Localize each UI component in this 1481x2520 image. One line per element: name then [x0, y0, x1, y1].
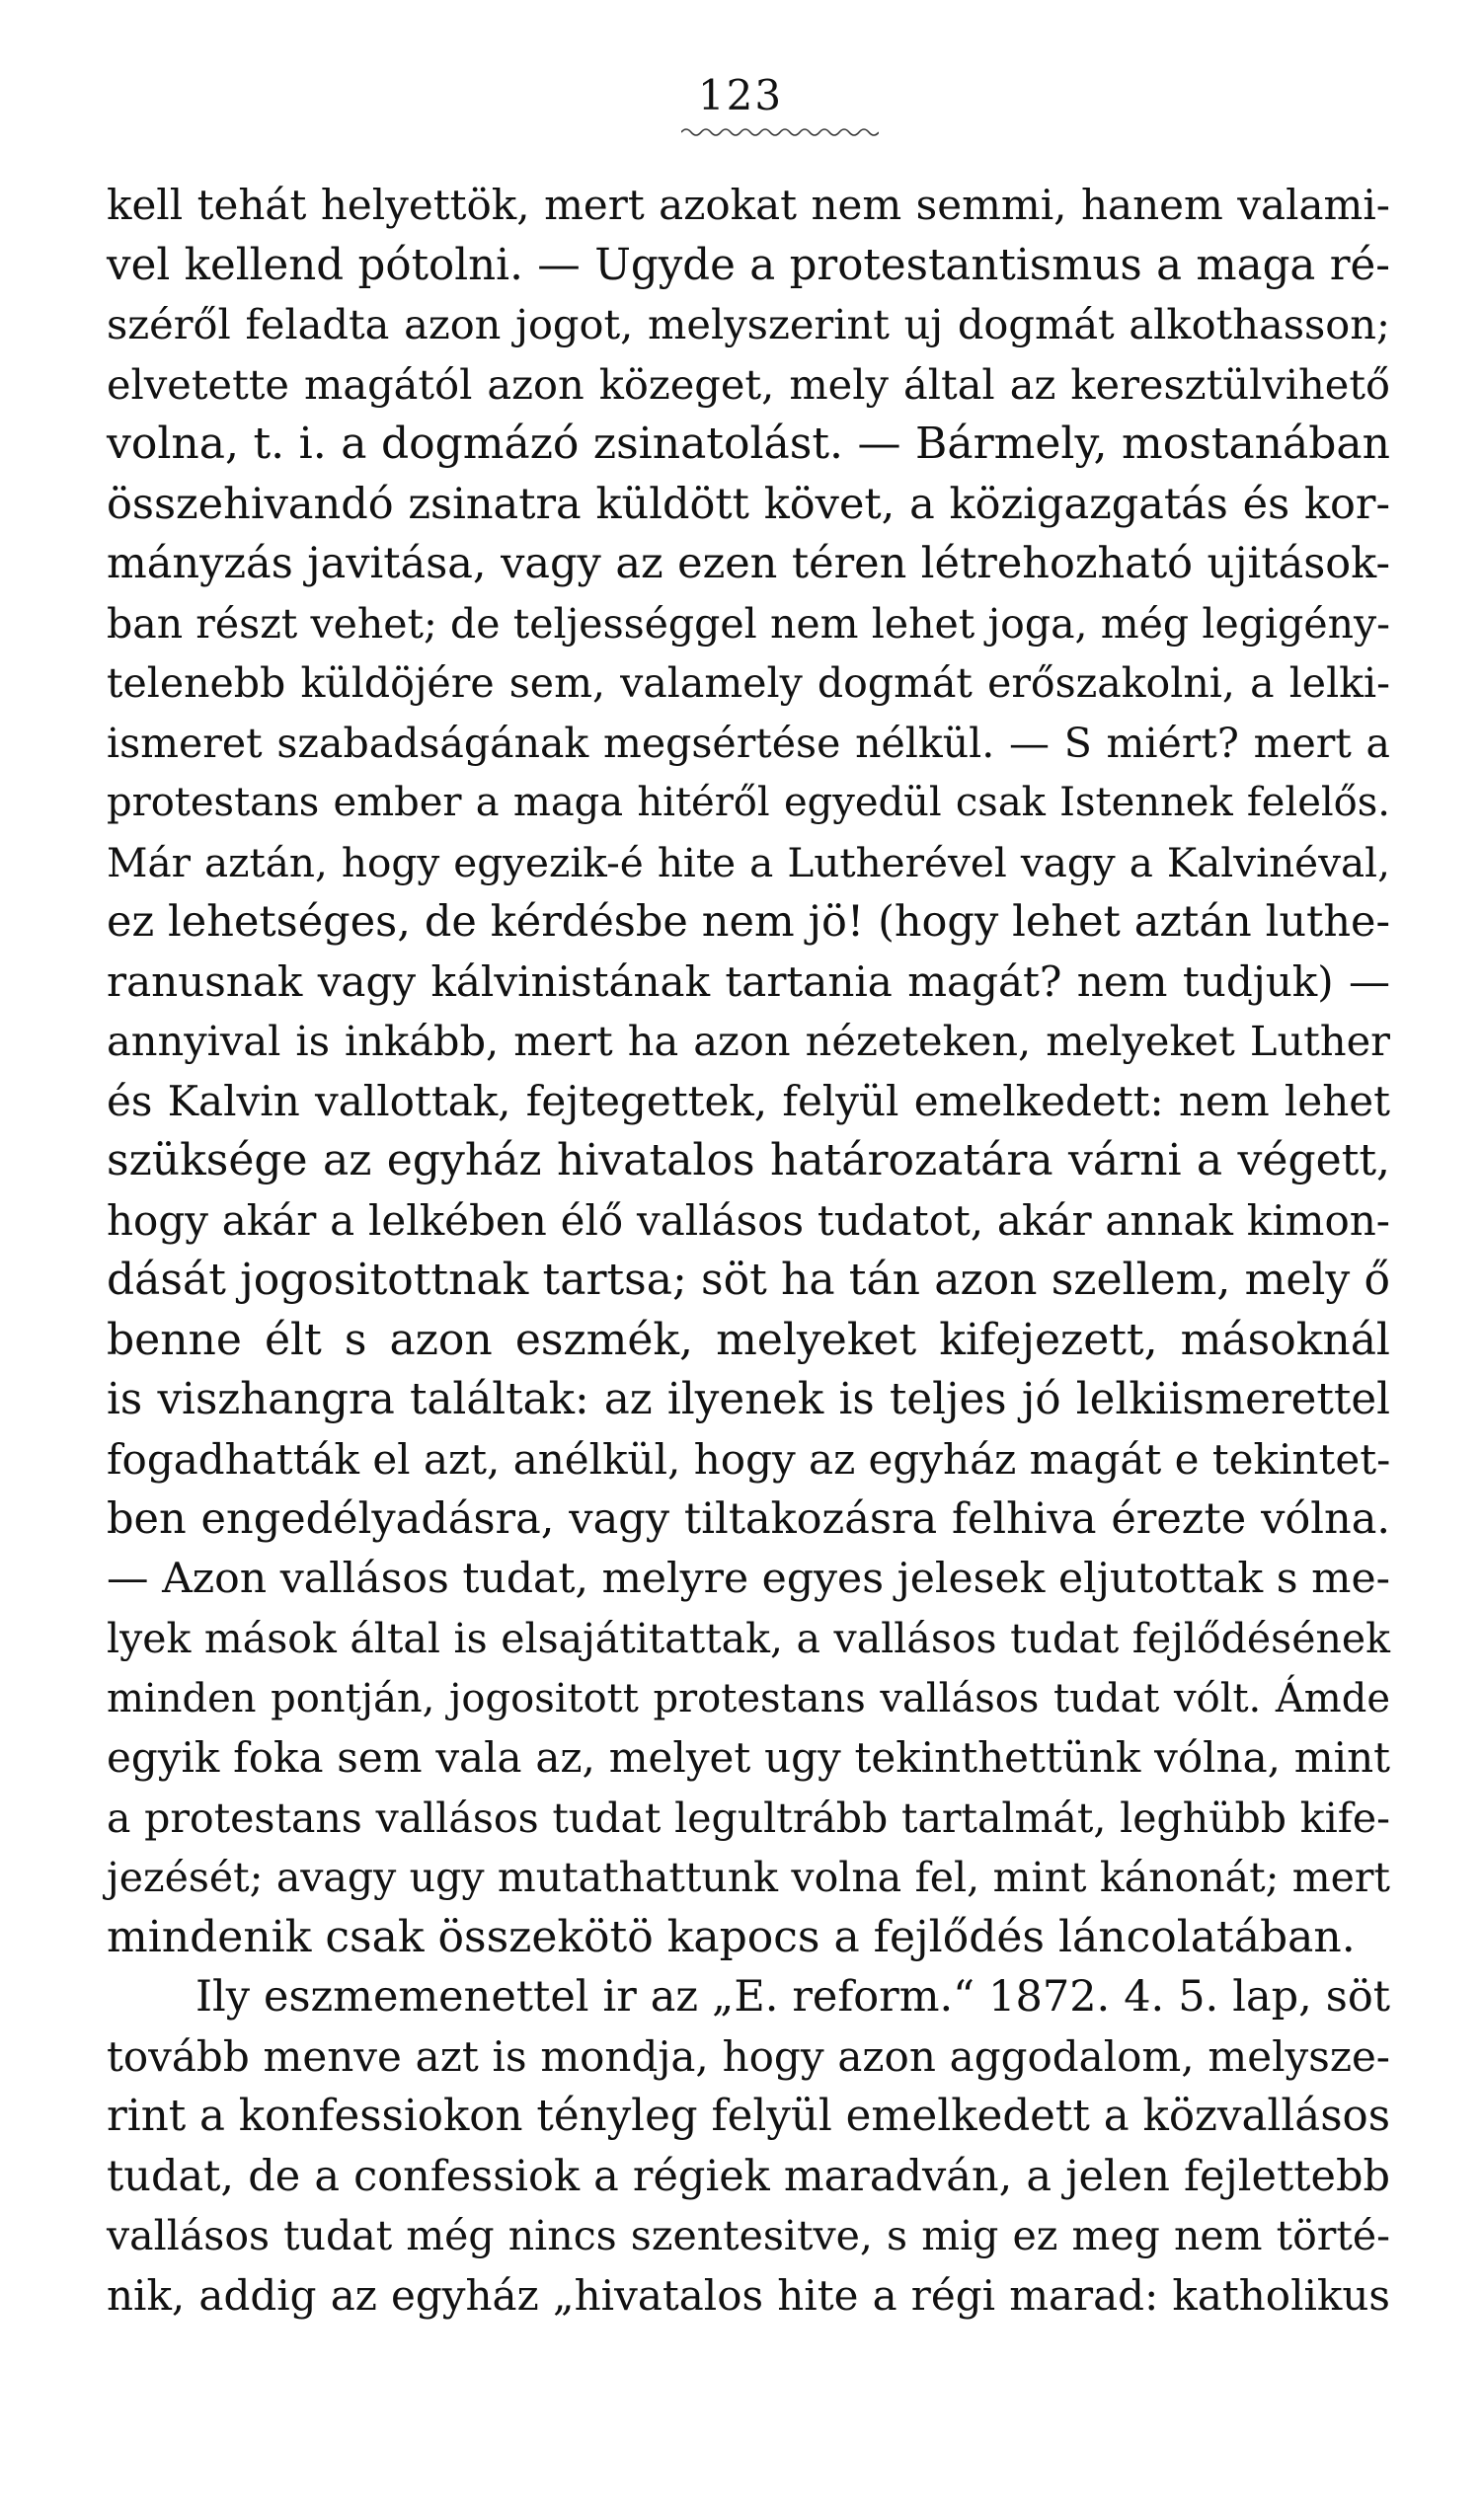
text-line: vallásos tudat még nincs szentesitve, s mig ez meg nem törté-: [107, 2212, 1390, 2259]
text-line: Ily eszmemenettel ir az „E. reform.“ 1872. 4. 5. lap, söt: [195, 1972, 1390, 2022]
text-line: a protestans vallásos tudat legultrább tartalmát, leghübb kife-: [107, 1794, 1390, 1842]
ornament-rule: [681, 126, 879, 138]
text-line: ben engedélyadásra, vagy tiltakozásra felhiva érezte vólna.: [107, 1494, 1390, 1544]
text-line: vel kellend pótolni. — Ugyde a protestantismus a maga ré-: [107, 240, 1390, 290]
text-line: ismeret szabadságának megsértése nélkül. — S miért? mert a: [107, 719, 1390, 767]
text-line: egyik foka sem vala az, melyet ugy tekinthettünk vólna, mint: [107, 1733, 1390, 1782]
text-line: szüksége az egyház hivatalos határozatára várni a végett,: [107, 1135, 1390, 1185]
text-line: összehivandó zsinatra küldött követ, a közigazgatás és kor-: [107, 479, 1390, 529]
text-line: kell tehát helyettök, mert azokat nem semmi, hanem valami-: [107, 181, 1390, 229]
text-line: is viszhangra találtak: az ilyenek is teljes jó lelkiismerettel: [107, 1375, 1390, 1424]
text-line: lyek mások által is elsajátitattak, a vallásos tudat fejlődésének: [107, 1615, 1390, 1662]
text-line: annyival is inkább, mert ha azon nézeteken, melyeket Luther: [107, 1017, 1390, 1065]
text-line: jezését; avagy ugy mutathattunk volna fel, mint kánonát; mert: [107, 1854, 1390, 1901]
text-line: nik, addig az egyház „hivatalos hite a régi marad: katholikus: [107, 2270, 1390, 2320]
text-line: elvetette magától azon közeget, mely által az keresztülvihető: [107, 359, 1390, 409]
body-text: [107, 176, 1390, 2326]
text-line: tovább menve azt is mondja, hogy azon aggodalom, melysze-: [107, 2031, 1390, 2081]
text-line: hogy akár a lelkében élő vallásos tudatot, akár annak kimon-: [107, 1195, 1390, 1245]
text-line: telenebb küldöjére sem, valamely dogmát erőszakolni, a lelki-: [107, 659, 1390, 707]
text-line: volna, t. i. a dogmázó zsinatolást. — Bármely, mostanában: [107, 419, 1390, 469]
text-line: széről feladta azon jogot, melyszerint uj dogmát alkothasson;: [107, 300, 1390, 348]
text-line: benne élt s azon eszmék, melyeket kifejezett, másoknál: [107, 1314, 1390, 1365]
text-line: Már aztán, hogy egyezik-é hite a Lutherével vagy a Kalvinéval,: [107, 838, 1390, 886]
text-line: protestans ember a maga hitéről egyedül csak Istennek felelős.: [107, 780, 1390, 825]
text-line: mindenik csak összekötö kapocs a fejlődés láncolatában.: [107, 1911, 1356, 1962]
page-number: 123: [697, 71, 784, 119]
text-line: dását jogositottnak tartsa; söt ha tán azon szellem, mely ő: [107, 1255, 1390, 1305]
text-line: fogadhatták el azt, anélkül, hogy az egyház magát e tekintet-: [107, 1434, 1391, 1484]
text-line: — Azon vallásos tudat, melyre egyes jelesek eljutottak s me-: [107, 1554, 1390, 1603]
text-line: ez lehetséges, de kérdésbe nem jö! (hogy lehet aztán luthe-: [107, 897, 1390, 947]
text-line: mányzás javitása, vagy az ezen téren létrehozható ujitások-: [107, 539, 1390, 588]
text-line: rint a konfessiokon tényleg felyül emelkedett a közvallásos: [107, 2092, 1391, 2141]
text-line: tudat, de a confessiok a régiek maradván, a jelen fejlettebb: [107, 2151, 1390, 2201]
text-line: ranusnak vagy kálvinistának tartania magát? nem tudjuk) —: [107, 956, 1390, 1006]
text-line: és Kalvin vallottak, fejtegettek, felyül emelkedett: nem lehet: [107, 1076, 1390, 1125]
text-line: minden pontján, jogositott protestans vallásos tudat vólt. Ámde: [107, 1675, 1390, 1721]
text-line: ban részt vehet; de teljességgel nem lehet joga, még legigény-: [107, 599, 1390, 648]
